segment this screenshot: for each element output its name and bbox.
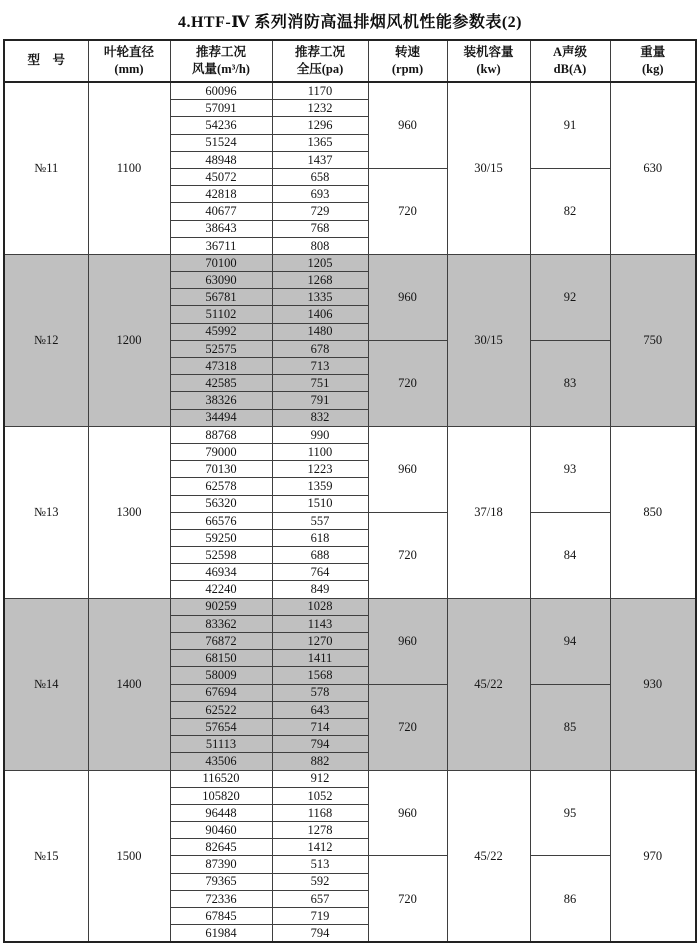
capacity-cell: 45/22: [447, 598, 530, 770]
airflow-cell: 82645: [170, 839, 272, 856]
fan-performance-table: [3, 39, 697, 943]
airflow-cell: 116520: [170, 770, 272, 787]
col-header-rpm-line2: (rpm): [391, 62, 424, 76]
noise-cell: 86: [530, 856, 610, 942]
col-header-capacity-line1: 装机容量: [463, 44, 514, 59]
airflow-cell: 67694: [170, 684, 272, 701]
airflow-cell: 45072: [170, 168, 272, 185]
pressure-cell: 1365: [272, 134, 368, 151]
airflow-cell: 79000: [170, 443, 272, 460]
airflow-cell: 57091: [170, 100, 272, 117]
pressure-cell: 713: [272, 358, 368, 375]
page-title: 4.HTF-Ⅳ 系列消防高温排烟风机性能参数表(2): [177, 14, 523, 31]
pressure-cell: 1278: [272, 822, 368, 839]
col-header-capacity: [447, 40, 530, 82]
weight-cell: 850: [610, 426, 696, 598]
col-header-noise: [530, 40, 610, 82]
airflow-cell: 70100: [170, 254, 272, 271]
noise-cell: 92: [530, 254, 610, 340]
weight-cell: 630: [610, 82, 696, 254]
airflow-cell: 52575: [170, 340, 272, 357]
airflow-cell: 56781: [170, 289, 272, 306]
airflow-cell: 70130: [170, 461, 272, 478]
pressure-cell: 751: [272, 375, 368, 392]
noise-cell: 95: [530, 770, 610, 856]
col-header-noise-line2: dB(A): [553, 62, 587, 76]
pressure-cell: 764: [272, 564, 368, 581]
airflow-cell: 96448: [170, 804, 272, 821]
pressure-cell: 719: [272, 908, 368, 925]
capacity-cell: 45/22: [447, 770, 530, 942]
airflow-cell: 62522: [170, 701, 272, 718]
noise-cell: 83: [530, 340, 610, 426]
rpm-cell: 960: [368, 770, 447, 856]
airflow-cell: 67845: [170, 908, 272, 925]
pressure-cell: 1411: [272, 650, 368, 667]
pressure-cell: 1028: [272, 598, 368, 615]
airflow-cell: 57654: [170, 718, 272, 735]
diameter-cell: 1200: [88, 254, 170, 426]
pressure-cell: 990: [272, 426, 368, 443]
pressure-cell: 1100: [272, 443, 368, 460]
pressure-cell: 643: [272, 701, 368, 718]
pressure-cell: 693: [272, 186, 368, 203]
pressure-cell: 1480: [272, 323, 368, 340]
noise-cell: 85: [530, 684, 610, 770]
pressure-cell: 688: [272, 547, 368, 564]
pressure-cell: 808: [272, 237, 368, 254]
table-row: [4, 598, 696, 615]
pressure-cell: 592: [272, 873, 368, 890]
rpm-cell: 960: [368, 82, 447, 168]
diameter-cell: 1100: [88, 82, 170, 254]
pressure-cell: 618: [272, 529, 368, 546]
airflow-cell: 90259: [170, 598, 272, 615]
rpm-cell: 960: [368, 598, 447, 684]
airflow-cell: 42585: [170, 375, 272, 392]
model-cell: №12: [4, 254, 88, 426]
table-header: [4, 40, 696, 82]
rpm-cell: 720: [368, 512, 447, 598]
model-cell: №13: [4, 426, 88, 598]
airflow-cell: 63090: [170, 272, 272, 289]
diameter-cell: 1400: [88, 598, 170, 770]
capacity-cell: 30/15: [447, 82, 530, 254]
airflow-cell: 51524: [170, 134, 272, 151]
header-row: [4, 40, 696, 82]
airflow-cell: 60096: [170, 82, 272, 100]
pressure-cell: 678: [272, 340, 368, 357]
pressure-cell: 1270: [272, 633, 368, 650]
col-header-diameter-line1: 叶轮直径: [103, 44, 154, 59]
col-header-model-line1: 型 号: [27, 53, 65, 68]
pressure-cell: 1205: [272, 254, 368, 271]
col-header-pressure-line1: 推荐工况: [294, 44, 345, 59]
pressure-cell: 794: [272, 736, 368, 753]
airflow-cell: 83362: [170, 615, 272, 632]
pressure-cell: 513: [272, 856, 368, 873]
pressure-cell: 791: [272, 392, 368, 409]
pressure-cell: 1143: [272, 615, 368, 632]
airflow-cell: 38326: [170, 392, 272, 409]
airflow-cell: 59250: [170, 529, 272, 546]
airflow-cell: 76872: [170, 633, 272, 650]
airflow-cell: 66576: [170, 512, 272, 529]
pressure-cell: 1170: [272, 82, 368, 100]
airflow-cell: 34494: [170, 409, 272, 426]
airflow-cell: 48948: [170, 151, 272, 168]
rpm-cell: 960: [368, 426, 447, 512]
weight-cell: 970: [610, 770, 696, 942]
airflow-cell: 88768: [170, 426, 272, 443]
rpm-cell: 720: [368, 684, 447, 770]
pressure-cell: 832: [272, 409, 368, 426]
pressure-cell: 1052: [272, 787, 368, 804]
pressure-cell: 1437: [272, 151, 368, 168]
pressure-cell: 794: [272, 925, 368, 943]
col-header-weight-line2: (kg): [641, 62, 664, 76]
pressure-cell: 657: [272, 890, 368, 907]
pressure-cell: 1359: [272, 478, 368, 495]
airflow-cell: 52598: [170, 547, 272, 564]
col-header-diameter: [88, 40, 170, 82]
col-header-airflow: [170, 40, 272, 82]
pressure-cell: 768: [272, 220, 368, 237]
pressure-cell: 658: [272, 168, 368, 185]
airflow-cell: 45992: [170, 323, 272, 340]
airflow-cell: 62578: [170, 478, 272, 495]
rpm-cell: 720: [368, 340, 447, 426]
noise-cell: 93: [530, 426, 610, 512]
airflow-cell: 43506: [170, 753, 272, 770]
airflow-cell: 40677: [170, 203, 272, 220]
airflow-cell: 42240: [170, 581, 272, 598]
weight-cell: 750: [610, 254, 696, 426]
pressure-cell: 1268: [272, 272, 368, 289]
noise-cell: 84: [530, 512, 610, 598]
noise-cell: 82: [530, 168, 610, 254]
airflow-cell: 54236: [170, 117, 272, 134]
pressure-cell: 1568: [272, 667, 368, 684]
col-header-airflow-line2: 风量(m³/h): [192, 62, 250, 76]
airflow-cell: 51102: [170, 306, 272, 323]
pressure-cell: 1296: [272, 117, 368, 134]
model-cell: №15: [4, 770, 88, 942]
col-header-diameter-line2: (mm): [114, 62, 144, 76]
airflow-cell: 79365: [170, 873, 272, 890]
pressure-cell: 1168: [272, 804, 368, 821]
weight-cell: 930: [610, 598, 696, 770]
pressure-cell: 1223: [272, 461, 368, 478]
airflow-cell: 61984: [170, 925, 272, 943]
airflow-cell: 72336: [170, 890, 272, 907]
pressure-cell: 729: [272, 203, 368, 220]
airflow-cell: 90460: [170, 822, 272, 839]
rpm-cell: 720: [368, 856, 447, 942]
airflow-cell: 42818: [170, 186, 272, 203]
col-header-noise-line1: A声级: [552, 44, 588, 59]
airflow-cell: 36711: [170, 237, 272, 254]
airflow-cell: 68150: [170, 650, 272, 667]
airflow-cell: 105820: [170, 787, 272, 804]
table-body: [4, 82, 696, 942]
pressure-cell: 714: [272, 718, 368, 735]
col-header-pressure: [272, 40, 368, 82]
pressure-cell: 1232: [272, 100, 368, 117]
airflow-cell: 47318: [170, 358, 272, 375]
noise-cell: 91: [530, 82, 610, 168]
airflow-cell: 87390: [170, 856, 272, 873]
model-cell: №11: [4, 82, 88, 254]
table-row: [4, 254, 696, 271]
capacity-cell: 37/18: [447, 426, 530, 598]
col-header-capacity-line2: (kw): [476, 62, 501, 76]
rpm-cell: 960: [368, 254, 447, 340]
diameter-cell: 1300: [88, 426, 170, 598]
table-row: [4, 82, 696, 100]
pressure-cell: 1412: [272, 839, 368, 856]
pressure-cell: 1406: [272, 306, 368, 323]
airflow-cell: 51113: [170, 736, 272, 753]
col-header-model: [4, 40, 88, 82]
airflow-cell: 58009: [170, 667, 272, 684]
noise-cell: 94: [530, 598, 610, 684]
pressure-cell: 1510: [272, 495, 368, 512]
diameter-cell: 1500: [88, 770, 170, 942]
airflow-cell: 56320: [170, 495, 272, 512]
airflow-cell: 46934: [170, 564, 272, 581]
col-header-weight-line1: 重量: [640, 44, 666, 59]
col-header-rpm: [368, 40, 447, 82]
pressure-cell: 849: [272, 581, 368, 598]
model-cell: №14: [4, 598, 88, 770]
pressure-cell: 557: [272, 512, 368, 529]
col-header-weight: [610, 40, 696, 82]
pressure-cell: 1335: [272, 289, 368, 306]
table-row: [4, 426, 696, 443]
capacity-cell: 30/15: [447, 254, 530, 426]
table-row: [4, 770, 696, 787]
pressure-cell: 578: [272, 684, 368, 701]
rpm-cell: 720: [368, 168, 447, 254]
airflow-cell: 38643: [170, 220, 272, 237]
col-header-pressure-line2: 全压(pa): [296, 62, 344, 76]
pressure-cell: 882: [272, 753, 368, 770]
col-header-rpm-line1: 转速: [394, 44, 420, 59]
pressure-cell: 912: [272, 770, 368, 787]
col-header-airflow-line1: 推荐工况: [195, 44, 246, 59]
